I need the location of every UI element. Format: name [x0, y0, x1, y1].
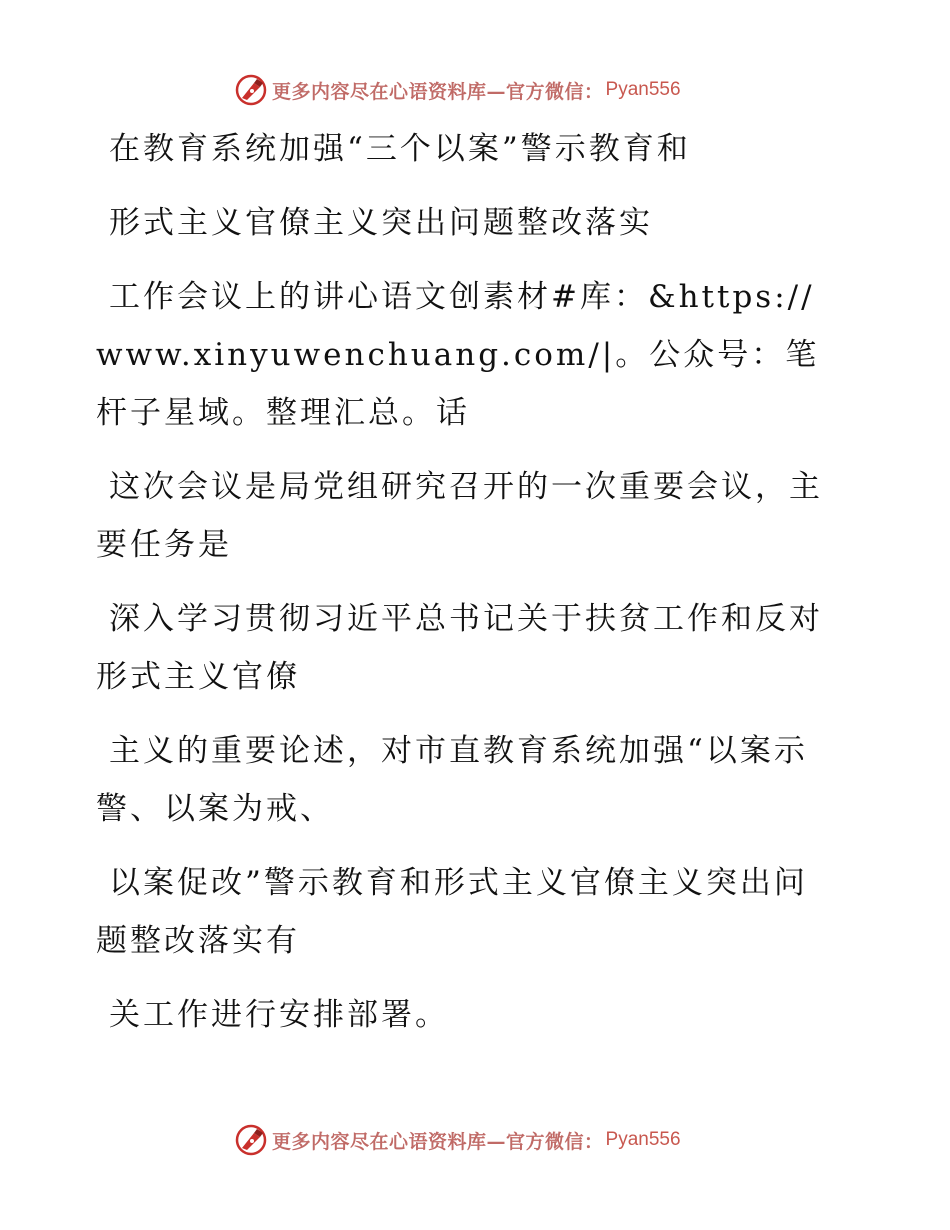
document-body: [96, 120, 836, 1060]
watermark-handle: Pyan556: [605, 79, 681, 100]
paragraph-3: 主义的重要论述，对市直教育系统加强“以案示警、以案为戒、: [96, 733, 808, 827]
paragraph-1: 这次会议是局党组研究召开的一次重要会议，主要任务是: [96, 469, 823, 563]
paragraph-5: 关工作进行安排部署。: [109, 997, 449, 1033]
pen-nib-logo-icon: [234, 1123, 268, 1157]
watermark-handle: Pyan556: [605, 1129, 681, 1150]
header-watermark: [234, 72, 681, 108]
footer-watermark: [234, 1122, 681, 1158]
paragraph-4: 以案促改”警示教育和形式主义官僚主义突出问题整改落实有: [96, 865, 808, 959]
paragraph-2: 深入学习贯彻习近平总书记关于扶贫工作和反对形式主义官僚: [96, 601, 823, 695]
watermark-text: 更多内容尽在心语资料库—官方微信：: [272, 80, 604, 103]
title-line-2: 形式主义官僚主义突出问题整改落实: [109, 205, 653, 241]
watermark-text: 更多内容尽在心语资料库—官方微信：: [272, 1130, 604, 1153]
title-line-1: 在教育系统加强“三个以案”警示教育和: [109, 131, 691, 167]
pen-nib-logo-icon: [234, 73, 268, 107]
title-line-3: 工作会议上的讲心语文创素材#库：&https://www.xinyuwenchuang.com/|。公众号：笔杆子星域。整理汇总。话: [96, 279, 820, 431]
